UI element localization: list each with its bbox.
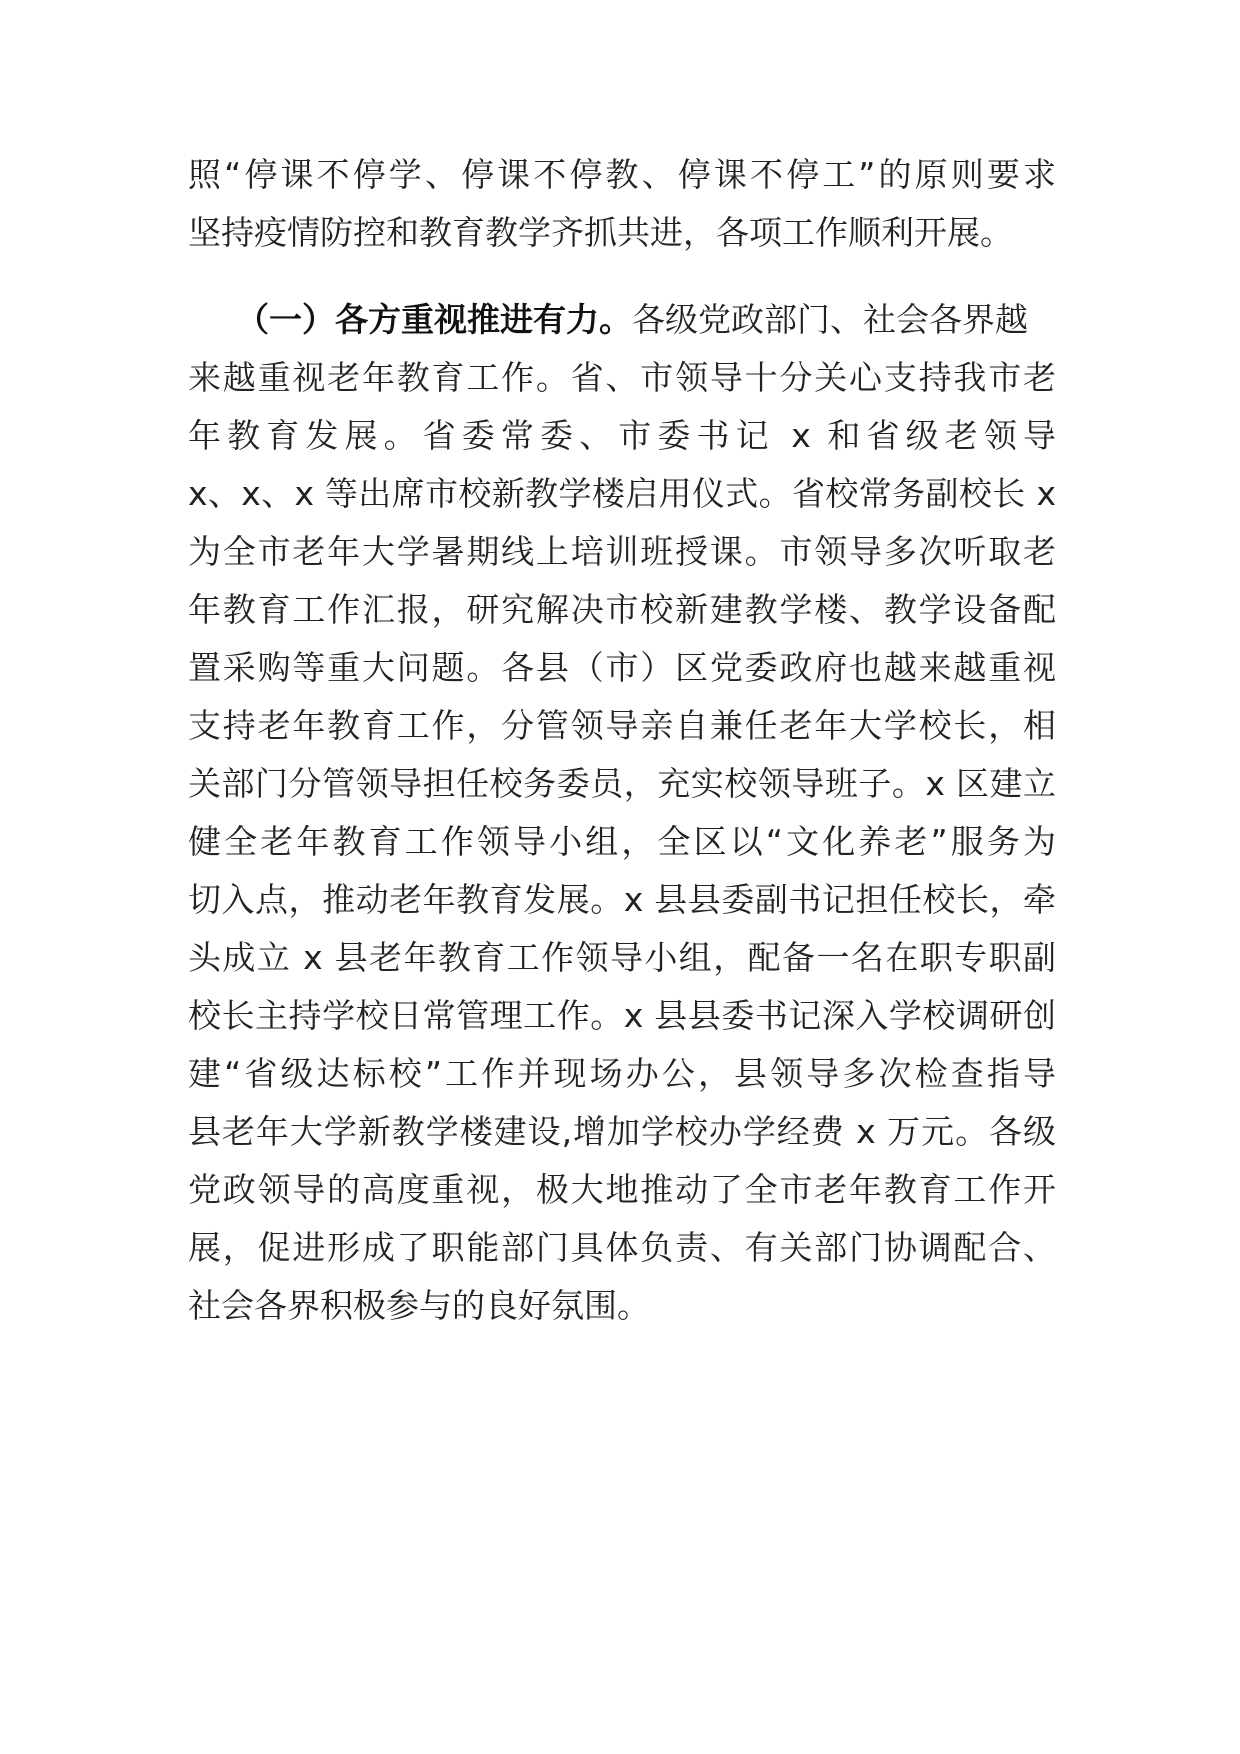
text-line: 年教育发展。省委常委、市委书记 x 和省级老领导 — [188, 416, 1056, 455]
text-line: 支持老年教育工作，分管领导亲自兼任老年大学校长，相 — [188, 706, 1056, 745]
text-line: 党政领导的高度重视，极大地推动了全市老年教育工作开 — [188, 1170, 1056, 1209]
text-line: 县老年大学新教学楼建设,增加学校办学经费 x 万元。各级 — [188, 1112, 1056, 1151]
text-line: x、x、x 等出席市校新教学楼启用仪式。省校常务副校长 x — [188, 474, 1056, 513]
text-line: 来越重视老年教育工作。省、市领导十分关心支持我市老 — [188, 358, 1056, 397]
text-line: 关部门分管领导担任校务委员，充实校领导班子。x 区建立 — [188, 764, 1056, 803]
text-line: 健全老年教育工作领导小组，全区以“文化养老”服务为 — [188, 822, 1056, 861]
text-line: 坚持疫情防控和教育教学齐抓共进，各项工作顺利开展。 — [188, 213, 1013, 252]
text-line: 年教育工作汇报，研究解决市校新建教学楼、教学设备配 — [188, 590, 1056, 629]
text-line: 校长主持学校日常管理工作。x 县县委书记深入学校调研创 — [188, 996, 1056, 1035]
text-line: 置采购等重大问题。各县（市）区党委政府也越来越重视 — [188, 648, 1056, 687]
text-line: 为全市老年大学暑期线上培训班授课。市领导多次听取老 — [188, 532, 1056, 571]
section-first-line — [236, 295, 1056, 345]
section-first-line-text: 各级党政部门、社会各界越 — [632, 300, 1028, 339]
text-line: 照“停课不停学、停课不停教、停课不停工”的原则要求 — [188, 155, 1056, 194]
text-line: 切入点，推动老年教育发展。x 县县委副书记担任校长，牵 — [188, 880, 1056, 919]
text-line: 展，促进形成了职能部门具体负责、有关部门协调配合、 — [188, 1228, 1056, 1267]
text-line: 社会各界积极参与的良好氛围。 — [188, 1286, 650, 1325]
section-heading: （一）各方重视推进有力。 — [236, 300, 632, 339]
text-line: 头成立 x 县老年教育工作领导小组，配备一名在职专职副 — [188, 938, 1056, 977]
text-line: 建“省级达标校”工作并现场办公，县领导多次检查指导 — [188, 1054, 1056, 1093]
